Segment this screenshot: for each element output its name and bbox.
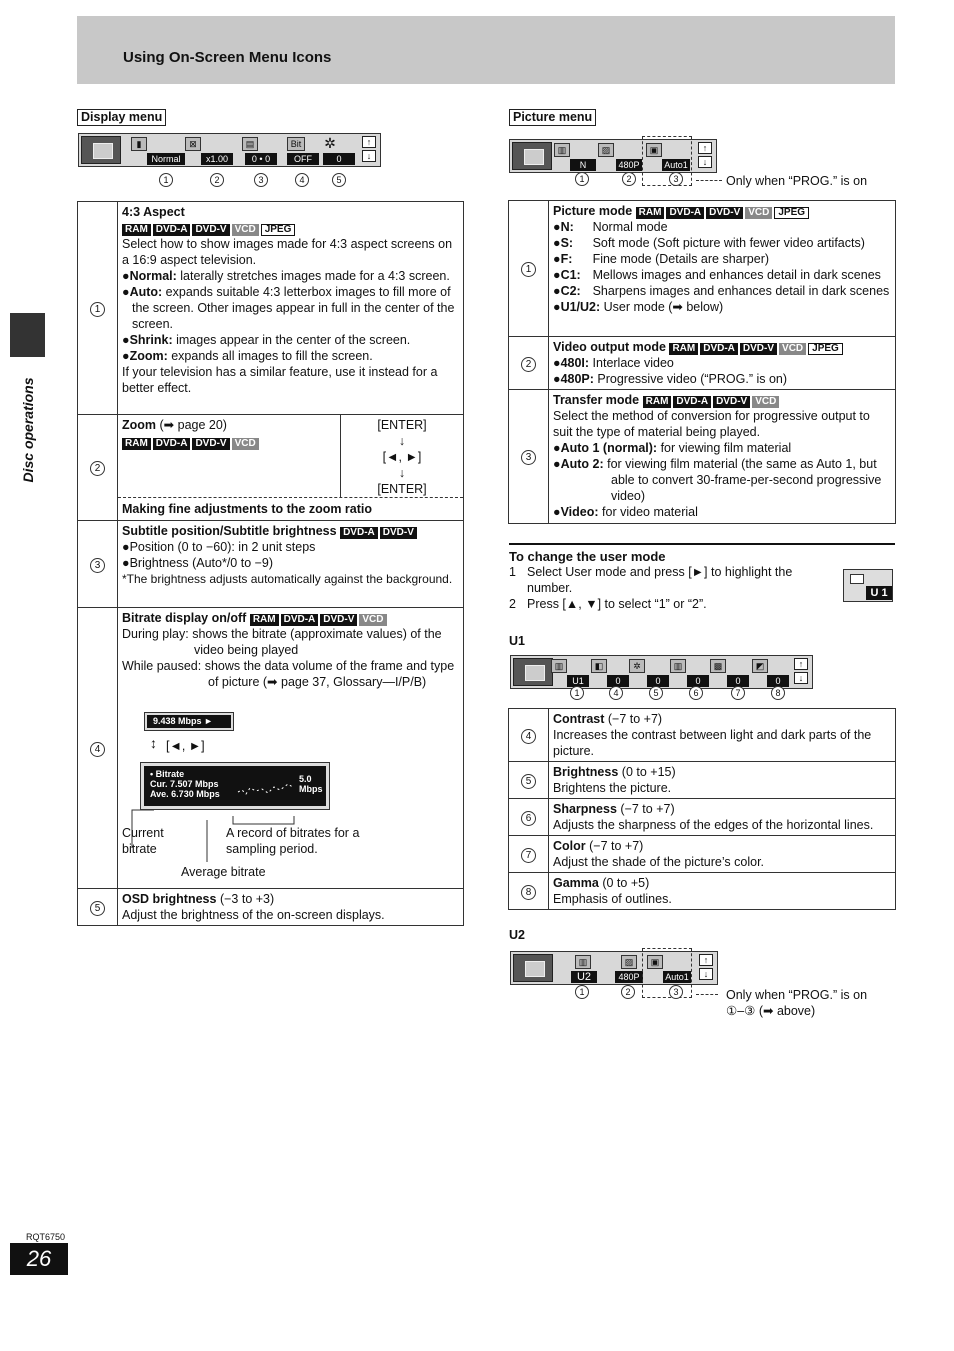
row-number: 4 bbox=[90, 742, 105, 757]
row-number: 8 bbox=[521, 885, 536, 900]
list-item: ●N: Normal mode bbox=[553, 220, 668, 234]
prog-dashed-box bbox=[642, 948, 692, 998]
callout-number: 1 bbox=[575, 172, 589, 186]
callout-number: 7 bbox=[731, 686, 745, 700]
callout-number: 8 bbox=[771, 686, 785, 700]
list-item: ●C1: Mellows images and enhances detail in dark scenes bbox=[553, 268, 881, 282]
row-number: 7 bbox=[521, 848, 536, 863]
picture-mode-icon: ▥ bbox=[575, 955, 591, 969]
ram-badge: RAM bbox=[669, 343, 698, 355]
scroll-arrows bbox=[362, 136, 376, 164]
list-item: ●Auto 1 (normal): for viewing film material bbox=[553, 441, 792, 455]
dvda-badge: DVD-A bbox=[666, 207, 704, 219]
vcd-badge: VCD bbox=[232, 224, 259, 236]
scroll-arrows bbox=[699, 954, 713, 982]
picture-mode-value: N bbox=[570, 159, 596, 171]
ram-badge: RAM bbox=[643, 396, 672, 408]
picture-mode-icon: ▥ bbox=[554, 143, 570, 157]
video-output-icon: ▨ bbox=[621, 955, 637, 969]
subtitle-cell bbox=[118, 521, 464, 608]
up-arrow-icon: ↑ bbox=[699, 954, 713, 966]
row-number: 3 bbox=[90, 558, 105, 573]
callout-number: 1 bbox=[575, 985, 589, 999]
dvdv-badge: DVD-V bbox=[380, 527, 417, 539]
osd-scale: 5.0 Mbps bbox=[299, 774, 323, 794]
prog-note: Only when “PROG.” is on bbox=[726, 988, 868, 1002]
subtitle-icon: ▤ bbox=[242, 137, 258, 151]
scroll-arrows bbox=[698, 142, 712, 170]
transfer-value: Auto1 bbox=[662, 159, 690, 171]
bitrate-cell bbox=[118, 608, 464, 889]
mini-value: U 1 bbox=[866, 586, 892, 600]
contrast-icon: ◧ bbox=[591, 659, 607, 673]
color-icon: ▩ bbox=[710, 659, 726, 673]
table-row bbox=[509, 390, 896, 524]
contrast-value: 0 bbox=[607, 675, 629, 687]
subtitle-value: 0 • 0 bbox=[245, 153, 277, 165]
row-title: OSD brightness bbox=[122, 892, 217, 906]
page-number: 26 bbox=[10, 1243, 68, 1275]
model-code: RQT6750 bbox=[26, 1232, 66, 1242]
row-title: Subtitle position/Subtitle brightness bbox=[122, 524, 337, 538]
aspect-icon: ▮ bbox=[131, 137, 147, 151]
row-text: If your television has a similar feature, use it instead for a better effect. bbox=[122, 365, 438, 395]
color-value: 0 bbox=[727, 675, 749, 687]
transfer-mode-cell bbox=[549, 390, 896, 524]
table-row bbox=[509, 762, 896, 799]
row-number: 5 bbox=[521, 774, 536, 789]
disc-icon bbox=[513, 658, 553, 686]
sharpness-cell: Sharpness (−7 to +7) Adjusts the sharpness of the edges of the horizontal lines. bbox=[549, 799, 896, 836]
aspect-cell bbox=[118, 202, 464, 415]
video-output-cell bbox=[549, 337, 896, 390]
jpeg-badge: JPEG bbox=[774, 207, 809, 219]
while-paused-text: While paused: shows the data volume of the frame and type of picture (➡ page 37, Glossary—I/P/B) bbox=[122, 659, 455, 689]
callout-number: 5 bbox=[649, 686, 663, 700]
jpeg-badge: JPEG bbox=[808, 343, 843, 355]
callout-number: 6 bbox=[689, 686, 703, 700]
down-arrow-icon: ↓ bbox=[362, 150, 376, 162]
row-number: 1 bbox=[90, 302, 105, 317]
row-title: Video output mode bbox=[553, 340, 666, 354]
list-item: ●Normal: laterally stretches images made for a 4:3 screen. bbox=[122, 269, 450, 283]
brightness-value: 0 bbox=[647, 675, 669, 687]
list-item: ●U1/U2: User mode (➡ below) bbox=[553, 300, 724, 314]
side-label: Disc operations bbox=[20, 377, 36, 483]
callout-number: 2 bbox=[210, 173, 224, 187]
brightness-icon: ✲ bbox=[324, 135, 336, 151]
table-row bbox=[509, 709, 896, 762]
gamma-cell: Gamma (0 to +5) Emphasis of outlines. bbox=[549, 873, 896, 910]
dvdv-badge: DVD-V bbox=[713, 396, 750, 408]
row-number: 5 bbox=[90, 901, 105, 916]
list-item: ●480I: Interlace video bbox=[553, 356, 674, 370]
list-item: ●Shrink: images appear in the center of the screen. bbox=[122, 333, 411, 347]
gamma-value: 0 bbox=[767, 675, 789, 687]
osd-value: 0 bbox=[323, 153, 355, 165]
row-title: 4:3 Aspect bbox=[122, 205, 185, 219]
row-number: 3 bbox=[521, 450, 536, 465]
row-text: Adjust the brightness of the on-screen displays. bbox=[122, 908, 385, 922]
dvdv-badge: DVD-V bbox=[192, 224, 229, 236]
table-row bbox=[78, 608, 464, 889]
brightness-cell: Brightness (0 to +15) Brightens the picture. bbox=[549, 762, 896, 799]
display-menu-table bbox=[77, 201, 464, 926]
gamma-icon: ◩ bbox=[752, 659, 768, 673]
side-tab-marker bbox=[10, 313, 45, 357]
record-caption: A record of bitrates for a sampling period. bbox=[226, 826, 360, 856]
above-note: ①–③ (➡ above) bbox=[726, 1004, 816, 1018]
row-number: 2 bbox=[521, 357, 536, 372]
updown-arrow-icon: ↕ bbox=[150, 735, 157, 751]
page-ref: (➡ page 20) bbox=[159, 418, 227, 432]
vcd-badge: VCD bbox=[745, 207, 772, 219]
table-row bbox=[78, 521, 464, 608]
list-item: ●Video: for video material bbox=[553, 505, 698, 519]
dvda-badge: DVD-A bbox=[340, 527, 378, 539]
output-value: 480P bbox=[615, 971, 643, 983]
row-number: 4 bbox=[521, 729, 536, 744]
row-title: Zoom bbox=[122, 418, 157, 432]
dvda-badge: DVD-A bbox=[153, 438, 191, 450]
picture-menu-table bbox=[508, 200, 896, 524]
zoom-icon: ⊠ bbox=[185, 137, 201, 151]
brightness-icon: ✲ bbox=[629, 659, 645, 673]
aspect-value: Normal bbox=[147, 153, 185, 165]
u1-menu-bar bbox=[510, 655, 813, 689]
page-title: Using On-Screen Menu Icons bbox=[123, 49, 332, 66]
bitrate-osd-small: 9.438 Mbps ► bbox=[144, 712, 234, 731]
down-arrow-icon: ↓ bbox=[794, 672, 808, 684]
disc-icon bbox=[81, 136, 121, 164]
current-bitrate-caption: Current bitrate bbox=[122, 826, 164, 856]
row-number: 6 bbox=[521, 811, 536, 826]
dvda-badge: DVD-A bbox=[281, 614, 319, 626]
callout-number: 1 bbox=[570, 686, 584, 700]
osd-current: Cur. 7.507 Mbps bbox=[150, 779, 219, 789]
scroll-arrows bbox=[794, 658, 808, 686]
list-item: ●C2: Sharpens images and enhances detail in dark scenes bbox=[553, 284, 890, 298]
row-text: Select how to show images made for 4:3 aspect screens on a 16:9 aspect television. bbox=[122, 237, 453, 267]
during-play-text: During play: shows the bitrate (approximate values) of the video being played bbox=[122, 627, 442, 657]
output-value: 480P bbox=[616, 159, 642, 171]
footnote: *The brightness adjusts automatically against the background. bbox=[122, 572, 453, 586]
average-bitrate-caption: Average bitrate bbox=[181, 865, 266, 879]
video-output-icon: ▨ bbox=[598, 143, 614, 157]
dvdv-badge: DVD-V bbox=[320, 614, 357, 626]
u1-table bbox=[508, 708, 896, 910]
list-item: ●Brightness (Auto*/0 to −9) bbox=[122, 556, 274, 570]
table-row bbox=[509, 799, 896, 836]
table-row bbox=[509, 836, 896, 873]
disc-icon bbox=[512, 142, 552, 170]
vcd-badge: VCD bbox=[752, 396, 779, 408]
list-item: ●Position (0 to −60): in 2 unit steps bbox=[122, 540, 316, 554]
sharpness-icon: ▥ bbox=[670, 659, 686, 673]
user-mode-heading: To change the user mode bbox=[509, 543, 895, 565]
row-text: Select the method of conversion for progressive output to suit the type of material being played. bbox=[553, 409, 870, 439]
u1-value: U1 bbox=[567, 675, 589, 687]
bitrate-icon: Bit bbox=[287, 137, 305, 151]
header-banner bbox=[77, 16, 895, 84]
vcd-badge: VCD bbox=[779, 343, 806, 355]
osd-average: Ave. 6.730 Mbps bbox=[150, 789, 220, 799]
ram-badge: RAM bbox=[636, 207, 665, 219]
callout-number: 3 bbox=[669, 985, 683, 999]
up-arrow-icon: ↑ bbox=[362, 136, 376, 148]
dvda-badge: DVD-A bbox=[153, 224, 191, 236]
callout-number: 5 bbox=[332, 173, 346, 187]
table-row bbox=[78, 889, 464, 926]
row-title: Picture mode bbox=[553, 204, 633, 218]
list-item: ●Zoom: expands all images to fill the screen. bbox=[122, 349, 373, 363]
zoom-value: x1.00 bbox=[201, 153, 233, 165]
display-menu-bar bbox=[78, 133, 381, 167]
table-row bbox=[78, 415, 464, 521]
zoom-cell bbox=[118, 415, 464, 521]
dvdv-badge: DVD-V bbox=[706, 207, 743, 219]
zoom-key-sequence: [ENTER] ↓ [◄, ►] ↓ [ENTER] bbox=[377, 418, 427, 496]
table-row bbox=[509, 337, 896, 390]
ram-badge: RAM bbox=[250, 614, 279, 626]
callout-number: 1 bbox=[159, 173, 173, 187]
prog-dashed-box bbox=[642, 136, 692, 186]
dvdv-badge: DVD-V bbox=[192, 438, 229, 450]
dvda-badge: DVD-A bbox=[673, 396, 711, 408]
callout-number: 2 bbox=[621, 985, 635, 999]
transfer-icon: ▣ bbox=[647, 955, 663, 969]
dvdv-badge: DVD-V bbox=[740, 343, 777, 355]
up-arrow-icon: ↑ bbox=[794, 658, 808, 670]
transfer-value: Auto1 bbox=[663, 971, 691, 983]
bitrate-value: OFF bbox=[287, 153, 319, 165]
user-mode-steps bbox=[509, 564, 829, 612]
list-item: ●Auto: expands suitable 4:3 letterbox images to fill more of the screen. Other images appear in full in the center of the screen. bbox=[122, 285, 455, 331]
jpeg-badge: JPEG bbox=[261, 224, 296, 236]
list-item: 2 Press [▲, ▼] to select “1” or “2”. bbox=[509, 597, 707, 611]
prog-note: Only when “PROG.” is on bbox=[726, 174, 868, 188]
picture-mode-icon: ▥ bbox=[551, 659, 567, 673]
up-arrow-icon: ↑ bbox=[698, 142, 712, 154]
table-row bbox=[509, 873, 896, 910]
down-arrow-icon: ↓ bbox=[698, 156, 712, 168]
picture-mode-cell bbox=[549, 201, 896, 337]
contrast-cell: Contrast (−7 to +7) Increases the contrast between light and dark parts of the picture. bbox=[549, 709, 896, 762]
user-mode-mini-osd bbox=[843, 569, 893, 602]
row-number: 2 bbox=[90, 461, 105, 476]
row-title: Bitrate display on/off bbox=[122, 611, 247, 625]
callout-number: 3 bbox=[669, 172, 683, 186]
vcd-badge: VCD bbox=[232, 438, 259, 450]
u1-label: U1 bbox=[509, 634, 525, 648]
picture-menu-label: Picture menu bbox=[509, 109, 596, 126]
vcd-badge: VCD bbox=[359, 614, 386, 626]
disc-icon bbox=[513, 954, 553, 982]
list-item: ●480P: Progressive video (“PROG.” is on) bbox=[553, 372, 788, 386]
callout-number: 4 bbox=[295, 173, 309, 187]
display-menu-label: Display menu bbox=[77, 109, 166, 126]
list-item: ●S: Soft mode (Soft picture with fewer video artifacts) bbox=[553, 236, 865, 250]
u2-label: U2 bbox=[509, 928, 525, 942]
callout-number: 3 bbox=[254, 173, 268, 187]
osd-title: • Bitrate bbox=[150, 769, 185, 779]
bitrate-keys: [◄, ►] bbox=[166, 739, 205, 753]
sharpness-value: 0 bbox=[687, 675, 709, 687]
u2-value: U2 bbox=[571, 971, 597, 983]
down-arrow-icon: ↓ bbox=[699, 968, 713, 980]
list-item: ●Auto 2: for viewing film material (the same as Auto 1, but able to convert 30-frame-per-second progressive video) bbox=[553, 457, 882, 503]
transfer-icon: ▣ bbox=[646, 143, 662, 157]
callout-number: 2 bbox=[622, 172, 636, 186]
ram-badge: RAM bbox=[122, 438, 151, 450]
row-number: 1 bbox=[521, 262, 536, 277]
list-item: 1 Select User mode and press [►] to highlight the number. bbox=[509, 565, 793, 595]
callout-number: 4 bbox=[609, 686, 623, 700]
table-row bbox=[509, 201, 896, 337]
ram-badge: RAM bbox=[122, 224, 151, 236]
dvda-badge: DVD-A bbox=[700, 343, 738, 355]
zoom-fine-note: Making fine adjustments to the zoom ratio bbox=[118, 497, 463, 517]
row-title: Transfer mode bbox=[553, 393, 640, 407]
osd-cell: OSD brightness (−3 to +3) Adjust the brightness of the on-screen displays. bbox=[118, 889, 464, 926]
list-item: ●F: Fine mode (Details are sharper) bbox=[553, 252, 770, 266]
table-row bbox=[78, 202, 464, 415]
color-cell: Color (−7 to +7) Adjust the shade of the picture’s color. bbox=[549, 836, 896, 873]
picture-mode-icon bbox=[850, 574, 864, 584]
